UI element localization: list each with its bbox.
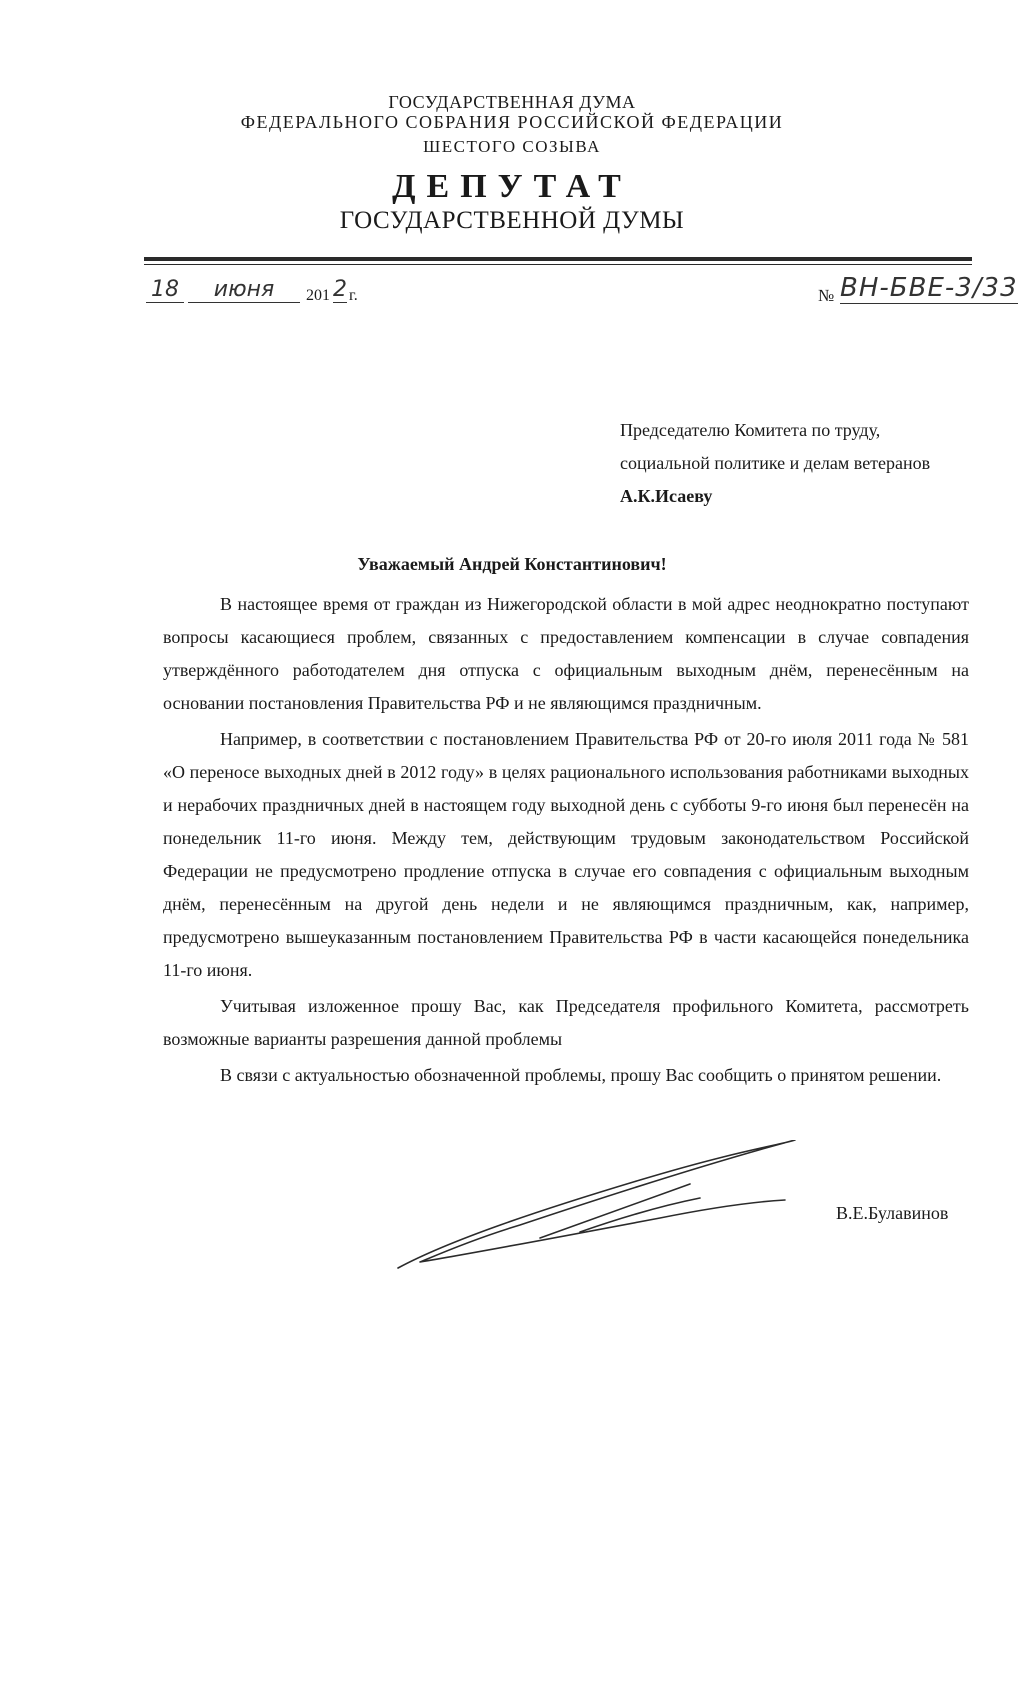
- date-month: июня: [188, 277, 300, 303]
- addressee-line-1: Председателю Комитета по труду,: [620, 420, 881, 440]
- date-suffix: г.: [349, 287, 358, 304]
- header-subtitle: ГОСУДАРСТВЕННОЙ ДУМЫ: [339, 207, 685, 234]
- date-year-digit: 2: [333, 277, 347, 302]
- paragraph-2: Например, в соответствии с постановлением Правительства РФ от 20-го июля 2011 года № 581 «О переносе выходных дней в 2012 году» в целях рационального использования работниками выходных и нерабочих праздничных дней в настоящем году выходной день с субботы 9-го июня был перенесён на понедельник 11-го июня. Между тем, действующим трудовым законодательством Российской Федерации не предусмотрено продление отпуска в случае его совпадения с официальным выходным днём, перенесённым на другой день недели и не являющимся праздничным, как, например, предусмотрено вышеуказанным постановлением Правительства РФ в части касающейся понедельника 11-го июня.: [163, 729, 969, 980]
- header-org-line-2: ФЕДЕРАЛЬНОГО СОБРАНИЯ РОССИЙСКОЙ ФЕДЕРАЦИИ: [240, 112, 784, 132]
- paragraph-1: В настоящее время от граждан из Нижегородской области в мой адрес неоднократно поступают вопросы касающиеся проблем, связанных с предоставлением компенсации в случае совпадения утверждённого работодателем дня отпуска с официальным выходным днём, перенесённым на основании постановления Правительства РФ и не являющимся праздничным.: [163, 594, 969, 713]
- header-divider-thin: [144, 264, 972, 265]
- paragraph-3: Учитывая изложенное прошу Вас, как Председателя профильного Комитета, рассмотреть возможные варианты разрешения данной проблемы: [163, 996, 969, 1049]
- salutation: Уважаемый Андрей Константинович!: [357, 554, 667, 574]
- addressee-block: [620, 414, 930, 513]
- addressee-line-2: социальной политике и делам ветеранов: [620, 453, 931, 473]
- paragraph-4: В связи с актуальностью обозначенной проблемы, прошу Вас сообщить о принятом решении.: [220, 1065, 942, 1085]
- document-number-sign: №: [818, 286, 835, 305]
- date-year-prefix: 201: [306, 287, 330, 304]
- letter-body: [163, 588, 969, 1092]
- addressee-name: А.К.Исаеву: [620, 486, 713, 506]
- date-day: 18: [146, 277, 184, 303]
- document-number: ВН-БВЕ-3/33: [840, 273, 1018, 303]
- header-org-line-3: ШЕСТОГО СОЗЫВА: [423, 137, 601, 156]
- header-divider-thick: [144, 257, 972, 261]
- signer-name: В.Е.Булавинов: [836, 1203, 949, 1223]
- header-title: ДЕПУТАТ: [392, 168, 632, 205]
- header-org-line-1: ГОСУДАРСТВЕННАЯ ДУМА: [388, 92, 636, 112]
- handwritten-signature: [390, 1140, 810, 1280]
